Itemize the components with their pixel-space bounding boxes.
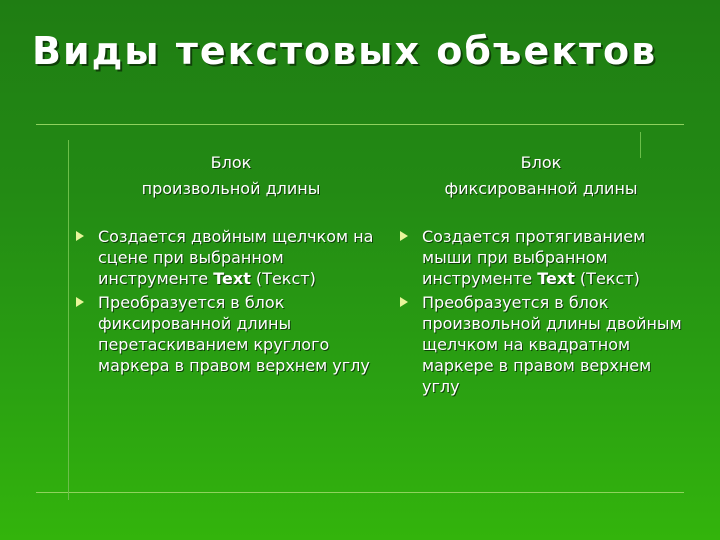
bullet-text: Преобразуется в блок произвольной длины двойным щелчком на квадратном маркере в правом верхнем углу — [422, 293, 682, 396]
bullet-arrow-icon — [400, 231, 408, 241]
list-item — [72, 226, 390, 289]
column-heading — [396, 150, 686, 202]
bullet-arrow-icon — [400, 297, 408, 307]
bullet-text-tail: (Текст) — [250, 269, 316, 288]
bullet-arrow-icon — [76, 297, 84, 307]
list-item — [396, 292, 686, 397]
column-heading-line2: произвольной длины — [141, 179, 321, 198]
bullet-text: Создается двойным щелчком на сцене при выбранном инструменте — [98, 227, 374, 288]
column-heading-line2: фиксированной длины — [444, 179, 638, 198]
bullet-list — [72, 226, 390, 376]
bullet-text-bold: Text — [537, 269, 575, 288]
bullet-arrow-icon — [76, 231, 84, 241]
column-fixed-length — [396, 150, 686, 400]
column-heading — [72, 150, 390, 202]
bullet-text-bold: Text — [213, 269, 251, 288]
bullet-text-tail: (Текст) — [574, 269, 640, 288]
column-heading-line1: Блок — [520, 153, 562, 172]
list-item — [396, 226, 686, 289]
column-variable-length — [72, 150, 390, 379]
bullet-text: Создается протягиванием мыши при выбранном инструменте — [422, 227, 646, 288]
slide-title: Виды текстовых объектов — [32, 29, 658, 73]
bottom-divider — [36, 492, 684, 493]
list-item — [72, 292, 390, 376]
bullet-list — [396, 226, 686, 397]
left-accent-line — [68, 140, 69, 500]
title-divider — [36, 124, 684, 125]
column-heading-line1: Блок — [210, 153, 252, 172]
bullet-text: Преобразуется в блок фиксированной длины перетаскиванием круглого маркера в правом верхнем углу — [98, 293, 370, 375]
